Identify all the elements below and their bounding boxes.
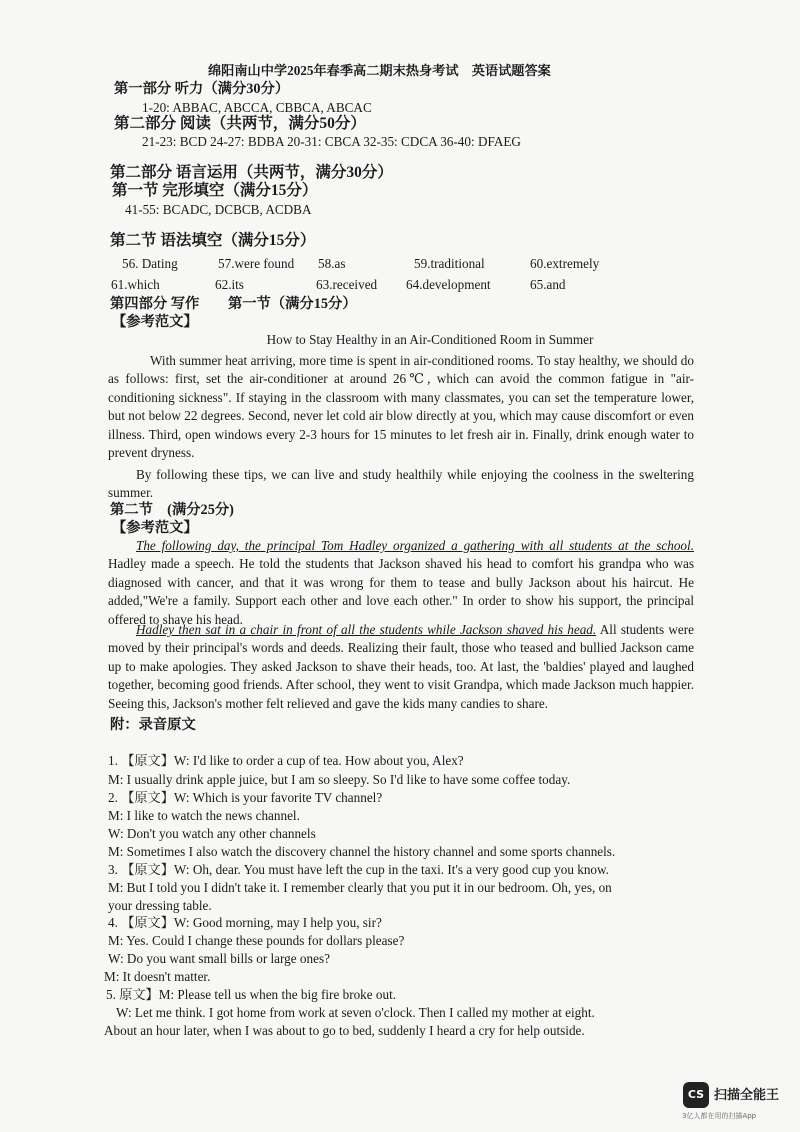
grammar-answer: 61.which [111, 277, 160, 292]
transcript-line: W: Do you want small bills or large ones? [108, 951, 330, 966]
grammar-answer: 65.and [530, 277, 566, 292]
transcript-line: W: Don't you watch any other channels [108, 826, 316, 841]
grammar-answer: 64.development [406, 277, 491, 292]
transcript-line: 2. 【原文】W: Which is your favorite TV channel? [108, 790, 383, 805]
transcript-line: M: Sometimes I also watch the discovery channel the history channel and some sports channels. [108, 844, 616, 859]
writing-heading: 第四部分 写作 第一节（满分15分） [110, 296, 357, 312]
transcript-line: 3. 【原文】W: Oh, dear. You must have left the cup in the taxi. It's a very good cup you know. [108, 862, 609, 877]
continuation-heading: 第二节 (满分25分) [110, 502, 234, 518]
scanner-logo-icon: CS [683, 1082, 709, 1108]
continuation-opening-sentence-2: Hadley then sat in a chair in front of all the students while Jackson shaved his head. [136, 622, 597, 637]
cloze-heading: 第一节 完形填空（满分15分） [112, 182, 318, 199]
grammar-answer: 62.its [215, 277, 244, 292]
continuation-opening-sentence-1: The following day, the principal Tom Hadley organized a gathering with all students at the school. [136, 538, 694, 553]
transcript-line: M: Yes. Could I change these pounds for dollars please? [108, 933, 405, 948]
grammar-answer: 63.received [316, 277, 378, 292]
grammar-answer: 57.were found [218, 256, 295, 271]
part3-heading: 第二部分 语言运用（共两节，满分30分） [110, 164, 393, 181]
transcript-line: W: Let me think. I got home from work at seven o'clock. Then I called my mother at eight. [116, 1005, 595, 1020]
transcript-line: your dressing table. [108, 898, 212, 913]
transcript-line: 1. 【原文】W: I'd like to order a cup of tea. How about you, Alex? [108, 753, 464, 768]
part2-heading: 第二部分 阅读（共两节，满分50分） [114, 115, 366, 132]
essay-paragraph-2: By following these tips, we can live and study healthily while enjoying the coolness in the sweltering summer. [108, 467, 694, 501]
scanner-app-name: 扫描全能王 [714, 1088, 780, 1103]
sample-essay-label: 【参考范文】 [112, 314, 198, 330]
transcript-line: M: I like to watch the news channel. [108, 808, 300, 823]
transcript-line: About an hour later, when I was about to go to bed, suddenly I heard a cry for help outside. [104, 1023, 585, 1038]
part1-heading: 第一部分 听力（满分30分） [114, 81, 290, 97]
grammar-answer: 60.extremely [530, 256, 600, 271]
part1-answers: 1-20: ABBAC, ABCCA, CBBCA, ABCAC [142, 100, 372, 115]
continuation-paragraph-2 [108, 621, 694, 713]
essay-title: How to Stay Healthy in an Air-Conditioned Room in Summer [266, 332, 594, 347]
continuation-paragraph-1 [108, 537, 694, 629]
continuation-sample-label: 【参考范文】 [112, 520, 198, 536]
document-title: 绵阳南山中学2025年春季高二期末热身考试 英语试题答案 [208, 63, 551, 78]
appendix-heading: 附：录音原文 [110, 717, 196, 733]
cloze-answers: 41-55: BCADC, DCBCB, ACDBA [125, 202, 312, 217]
grammar-answer: 59.traditional [414, 256, 485, 271]
transcript-line: 5. 原文】M: Please tell us when the big fire broke out. [106, 987, 397, 1002]
continuation-body-2: All students were moved by their principal's words and deeds. Realizing their fault, those who teased and bullied Jackson came up to make apologies. They asked Jackson to shave their heads, too. At last, the 'baldies' played and laughed together, becoming good friends. After school, they went to visit Grandpa, which made Jackson much happier. Seeing this, Jackson's mother felt relieved and gave the kids many candies to share. [108, 622, 695, 711]
transcript-line: M: I usually drink apple juice, but I am so sleepy. So I'd like to have some coffee today. [108, 772, 571, 787]
essay-paragraph-1: With summer heat arriving, more time is spent in air-conditioned rooms. To stay healthy, we should do as follows: first, set the air-conditioner at around 26℃, which can avoid the common fatigue in "air-conditioning sickness". If staying in the classroom with many classmates, you can set the temperature lower, but not below 22 degrees. Second, never let cold air blow directly at you, which may cause discomfort or even illness. Third, open windows every 2-3 hours for 15 minutes to let fresh air in. Finally, drink enough water to prevent dryness. [108, 353, 694, 461]
grammar-answer: 58.as [318, 256, 346, 271]
transcript-line: M: But I told you I didn't take it. I remember clearly that you put it in our bedroom. Oh, yes, on [108, 880, 612, 895]
grammar-heading: 第二节 语法填空（满分15分） [110, 232, 316, 249]
part2-answers: 21-23: BCD 24-27: BDBA 20-31: CBCA 32-35: CDCA 36-40: DFAEG [142, 134, 521, 149]
grammar-answer: 56. Dating [122, 256, 178, 271]
transcript-line: 4. 【原文】W: Good morning, may I help you, sir? [108, 915, 382, 930]
scanner-tagline: 3亿人都在用的扫描App [682, 1112, 757, 1120]
continuation-body-1: Hadley made a speech. He told the students that Jackson shaved his head to comfort his grandpa who was diagnosed with cancer, and that it was wrong for them to tease and bully Jackson about his haircut. He added,"We're a family. Support each other and love each other." In order to show his support, the principal offered to shave his head. [108, 556, 694, 627]
transcript-line: M: It doesn't matter. [104, 969, 211, 984]
